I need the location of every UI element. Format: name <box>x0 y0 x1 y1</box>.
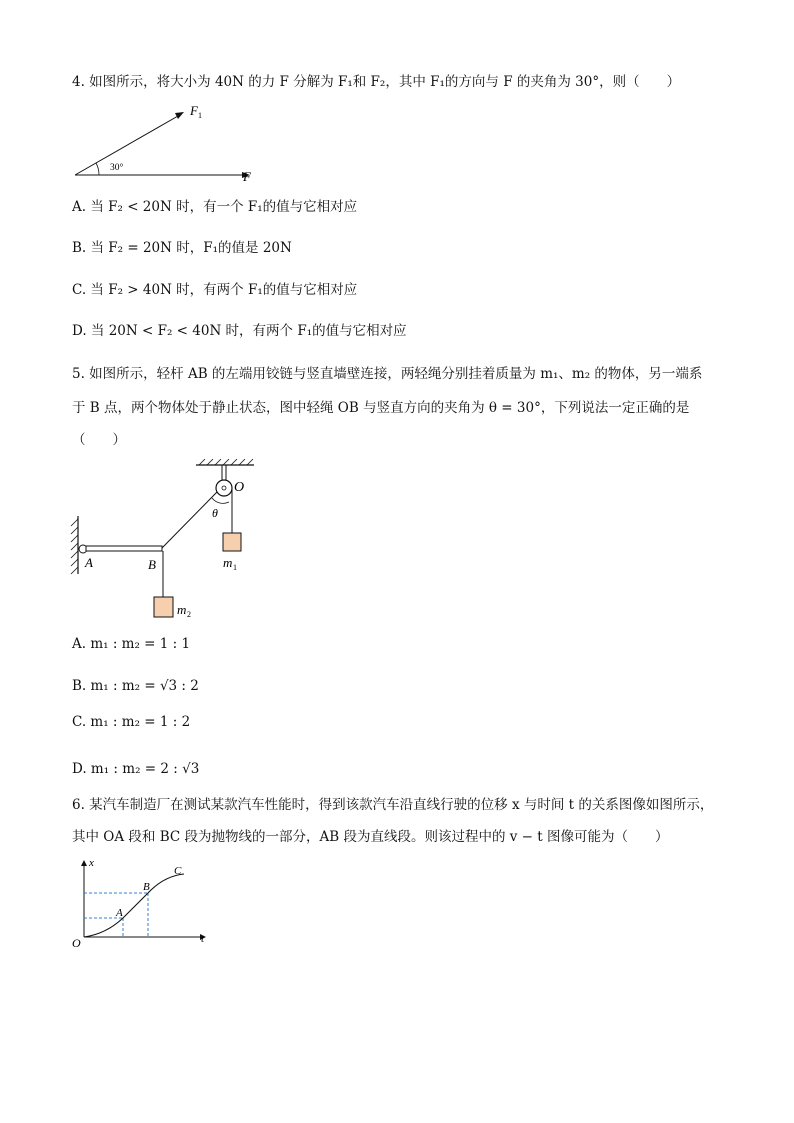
q5-option-b: B. m₁ : m₂ = √3 : 2 <box>72 678 199 694</box>
q5-stem-line3: （ ） <box>72 432 126 448</box>
label-o: O <box>72 936 81 950</box>
q5-option-d: D. m₁ : m₂ = 2 : √3 <box>72 761 200 777</box>
q6-stem-line1: 6. 某汽车制造厂在测试某款汽车性能时，得到该款汽车沿直线行驶的位移 x 与时间 t 的关系图像如图所示， <box>72 797 714 813</box>
label-m1-sub: 1 <box>233 563 237 572</box>
q5-rod-diagram <box>66 456 276 626</box>
label-o: O <box>234 480 245 495</box>
q6-stem-line2: 其中 OA 段和 BC 段为抛物线的一部分，AB 段为直线段。则该过程中的 v − t 图像可能为（ ） <box>72 829 669 845</box>
f-label: F <box>243 169 251 184</box>
label-b: B <box>148 557 156 572</box>
label-c: C <box>174 865 182 877</box>
label-theta: θ <box>212 506 218 520</box>
f1-label-sub: 1 <box>198 111 202 120</box>
mass-m1 <box>223 533 241 551</box>
q5-stem-line2: 于 B 点，两个物体处于静止状态，图中轻绳 OB 与竖直方向的夹角为 θ = 30°，下列说法一定正确的是 <box>72 400 690 416</box>
q4-option-b: B. 当 F₂ = 20N 时，F₁的值是 20N <box>72 240 292 256</box>
label-a: A <box>85 555 93 570</box>
x-axis-arrow-icon <box>81 860 87 866</box>
label-x: x <box>89 857 94 869</box>
label-m1: m <box>223 555 233 570</box>
q5-stem-line1: 5. 如图所示，轻杆 AB 的左端用铰链与竖直墙壁连接，两轻绳分别挂着质量为 m₁、m₂ 的物体，另一端系 <box>72 366 703 382</box>
label-m2: m <box>177 602 187 617</box>
q4-option-c: C. 当 F₂ > 40N 时，有两个 F₁的值与它相对应 <box>72 282 358 298</box>
f1-arrowhead-icon <box>175 112 184 119</box>
mass-m2 <box>154 597 173 617</box>
q4-stem: 4. 如图所示，将大小为 40N 的力 F 分解为 F₁和 F₂，其中 F₁的方向与 F 的夹角为 30°，则（ ） <box>72 74 681 90</box>
xt-curve <box>84 874 184 937</box>
q6-xt-graph <box>66 852 216 952</box>
rod-ab <box>86 546 162 551</box>
angle-label: 30° <box>110 163 124 173</box>
q4-option-d: D. 当 20N < F₂ < 40N 时，有两个 F₁的值与它相对应 <box>72 323 407 339</box>
label-m2-sub: 2 <box>187 610 191 619</box>
q5-option-c: C. m₁ : m₂ = 1 : 2 <box>72 714 191 730</box>
q4-option-a: A. 当 F₂ < 20N 时，有一个 F₁的值与它相对应 <box>72 199 358 215</box>
label-b: B <box>143 881 150 893</box>
f1-label: F <box>190 103 198 118</box>
q4-force-diagram <box>66 98 266 190</box>
q5-option-a: A. m₁ : m₂ = 1 : 1 <box>72 636 191 652</box>
label-t: t <box>201 933 205 945</box>
label-a: A <box>116 907 123 919</box>
